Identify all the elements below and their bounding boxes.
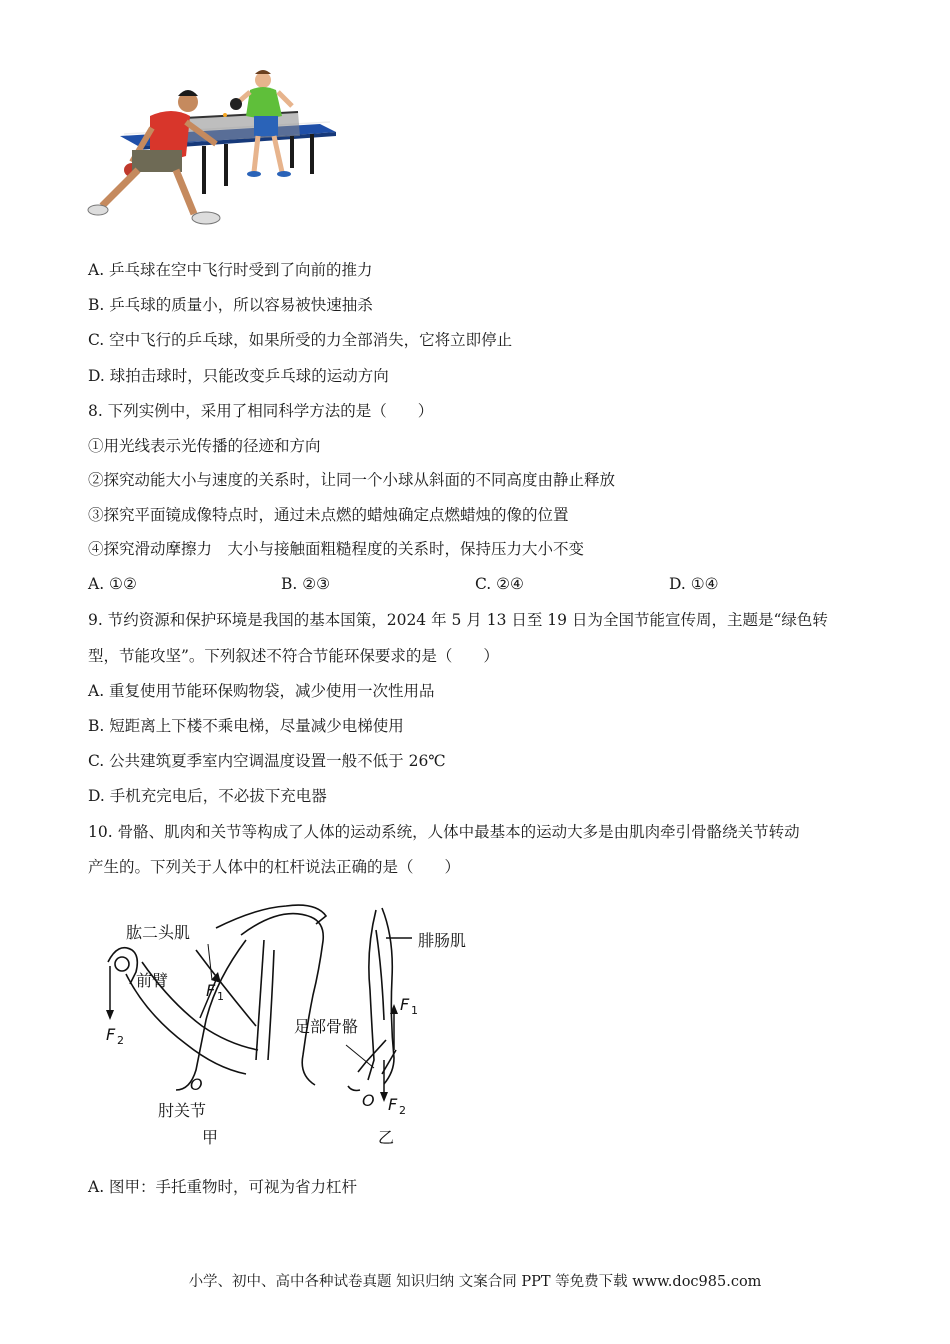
label-o-arm: O [190,1075,203,1094]
label-jia: 甲 [202,1128,219,1147]
q7-option-b: B. 乒乓球的质量小，所以容易被快速抽杀 [88,296,373,314]
q9-option-c: C. 公共建筑夏季室内空调温度设置一般不低于 26℃ [88,752,446,770]
lever-figure [96,900,496,1150]
label-f2-leg: F [388,1095,398,1114]
label-f1-arm: F [206,981,216,1000]
q10-stem-line2: 产生的。下列关于人体中的杠杆说法正确的是（ ） [88,858,461,876]
q8-choice-d: D. ①④ [669,575,719,593]
label-f2-leg-sub: 2 [399,1104,406,1117]
q8-choice-b: B. ②③ [281,575,331,593]
label-f1-leg-sub: 1 [411,1004,418,1017]
q8-choice-a: A. ①② [88,575,137,593]
label-foot-bone: 足部骨骼 [294,1017,359,1036]
label-f2-arm-sub: 2 [117,1034,124,1047]
q9-option-d: D. 手机充完电后，不必拔下充电器 [88,787,327,805]
q8-stem: 8. 下列实例中，采用了相同科学方法的是（ ） [88,402,434,420]
label-biceps: 肱二头肌 [126,923,191,942]
label-o-leg: O [362,1091,375,1110]
q8-item-3: ③探究平面镜成像特点时，通过未点燃的蜡烛确定点燃蜡烛的像的位置 [88,506,569,524]
label-calf: 腓肠肌 [418,931,467,950]
q7-option-c: C. 空中飞行的乒乓球，如果所受的力全部消失，它将立即停止 [88,331,513,349]
label-f1-leg: F [400,995,410,1014]
q8-item-2: ②探究动能大小与速度的关系时，让同一个小球从斜面的不同高度由静止释放 [88,471,616,489]
label-f1-arm-sub: 1 [217,990,224,1003]
q8-item-4: ④探究滑动摩擦力 大小与接触面粗糙程度的关系时，保持压力大小不变 [88,540,585,558]
q10-option-a: A. 图甲：手托重物时，可视为省力杠杆 [88,1178,358,1196]
q10-stem-line1: 10. 骨骼、肌肉和关节等构成了人体的运动系统，人体中最基本的运动大多是由肌肉牵引骨骼绕关节转动 [88,823,800,841]
label-f2-arm: F [106,1025,116,1044]
table-tennis-illustration [84,66,336,232]
q9-stem-line2: 型，节能攻坚”。下列叙述不符合节能环保要求的是（ ） [88,647,499,665]
q9-stem-line1: 9. 节约资源和保护环境是我国的基本国策，2024 年 5 月 13 日至 19 日为全国节能宣传周，主题是“绿色转 [88,611,828,629]
q9-option-a: A. 重复使用节能环保购物袋，减少使用一次性用品 [88,682,435,700]
label-forearm: 前臂 [136,971,169,990]
page-footer: 小学、初中、高中各种试卷真题 知识归纳 文案合同 PPT 等免费下载 www.doc985.com [188,1274,762,1290]
q9-option-b: B. 短距离上下楼不乘电梯，尽量减少电梯使用 [88,717,404,735]
q7-option-a: A. 乒乓球在空中飞行时受到了向前的推力 [88,261,373,279]
q7-option-d: D. 球拍击球时，只能改变乒乓球的运动方向 [88,367,389,385]
label-yi: 乙 [378,1128,395,1147]
label-elbow: 肘关节 [158,1101,207,1120]
q8-choice-c: C. ②④ [475,575,524,593]
q8-item-1: ①用光线表示光传播的径迹和方向 [88,437,321,455]
